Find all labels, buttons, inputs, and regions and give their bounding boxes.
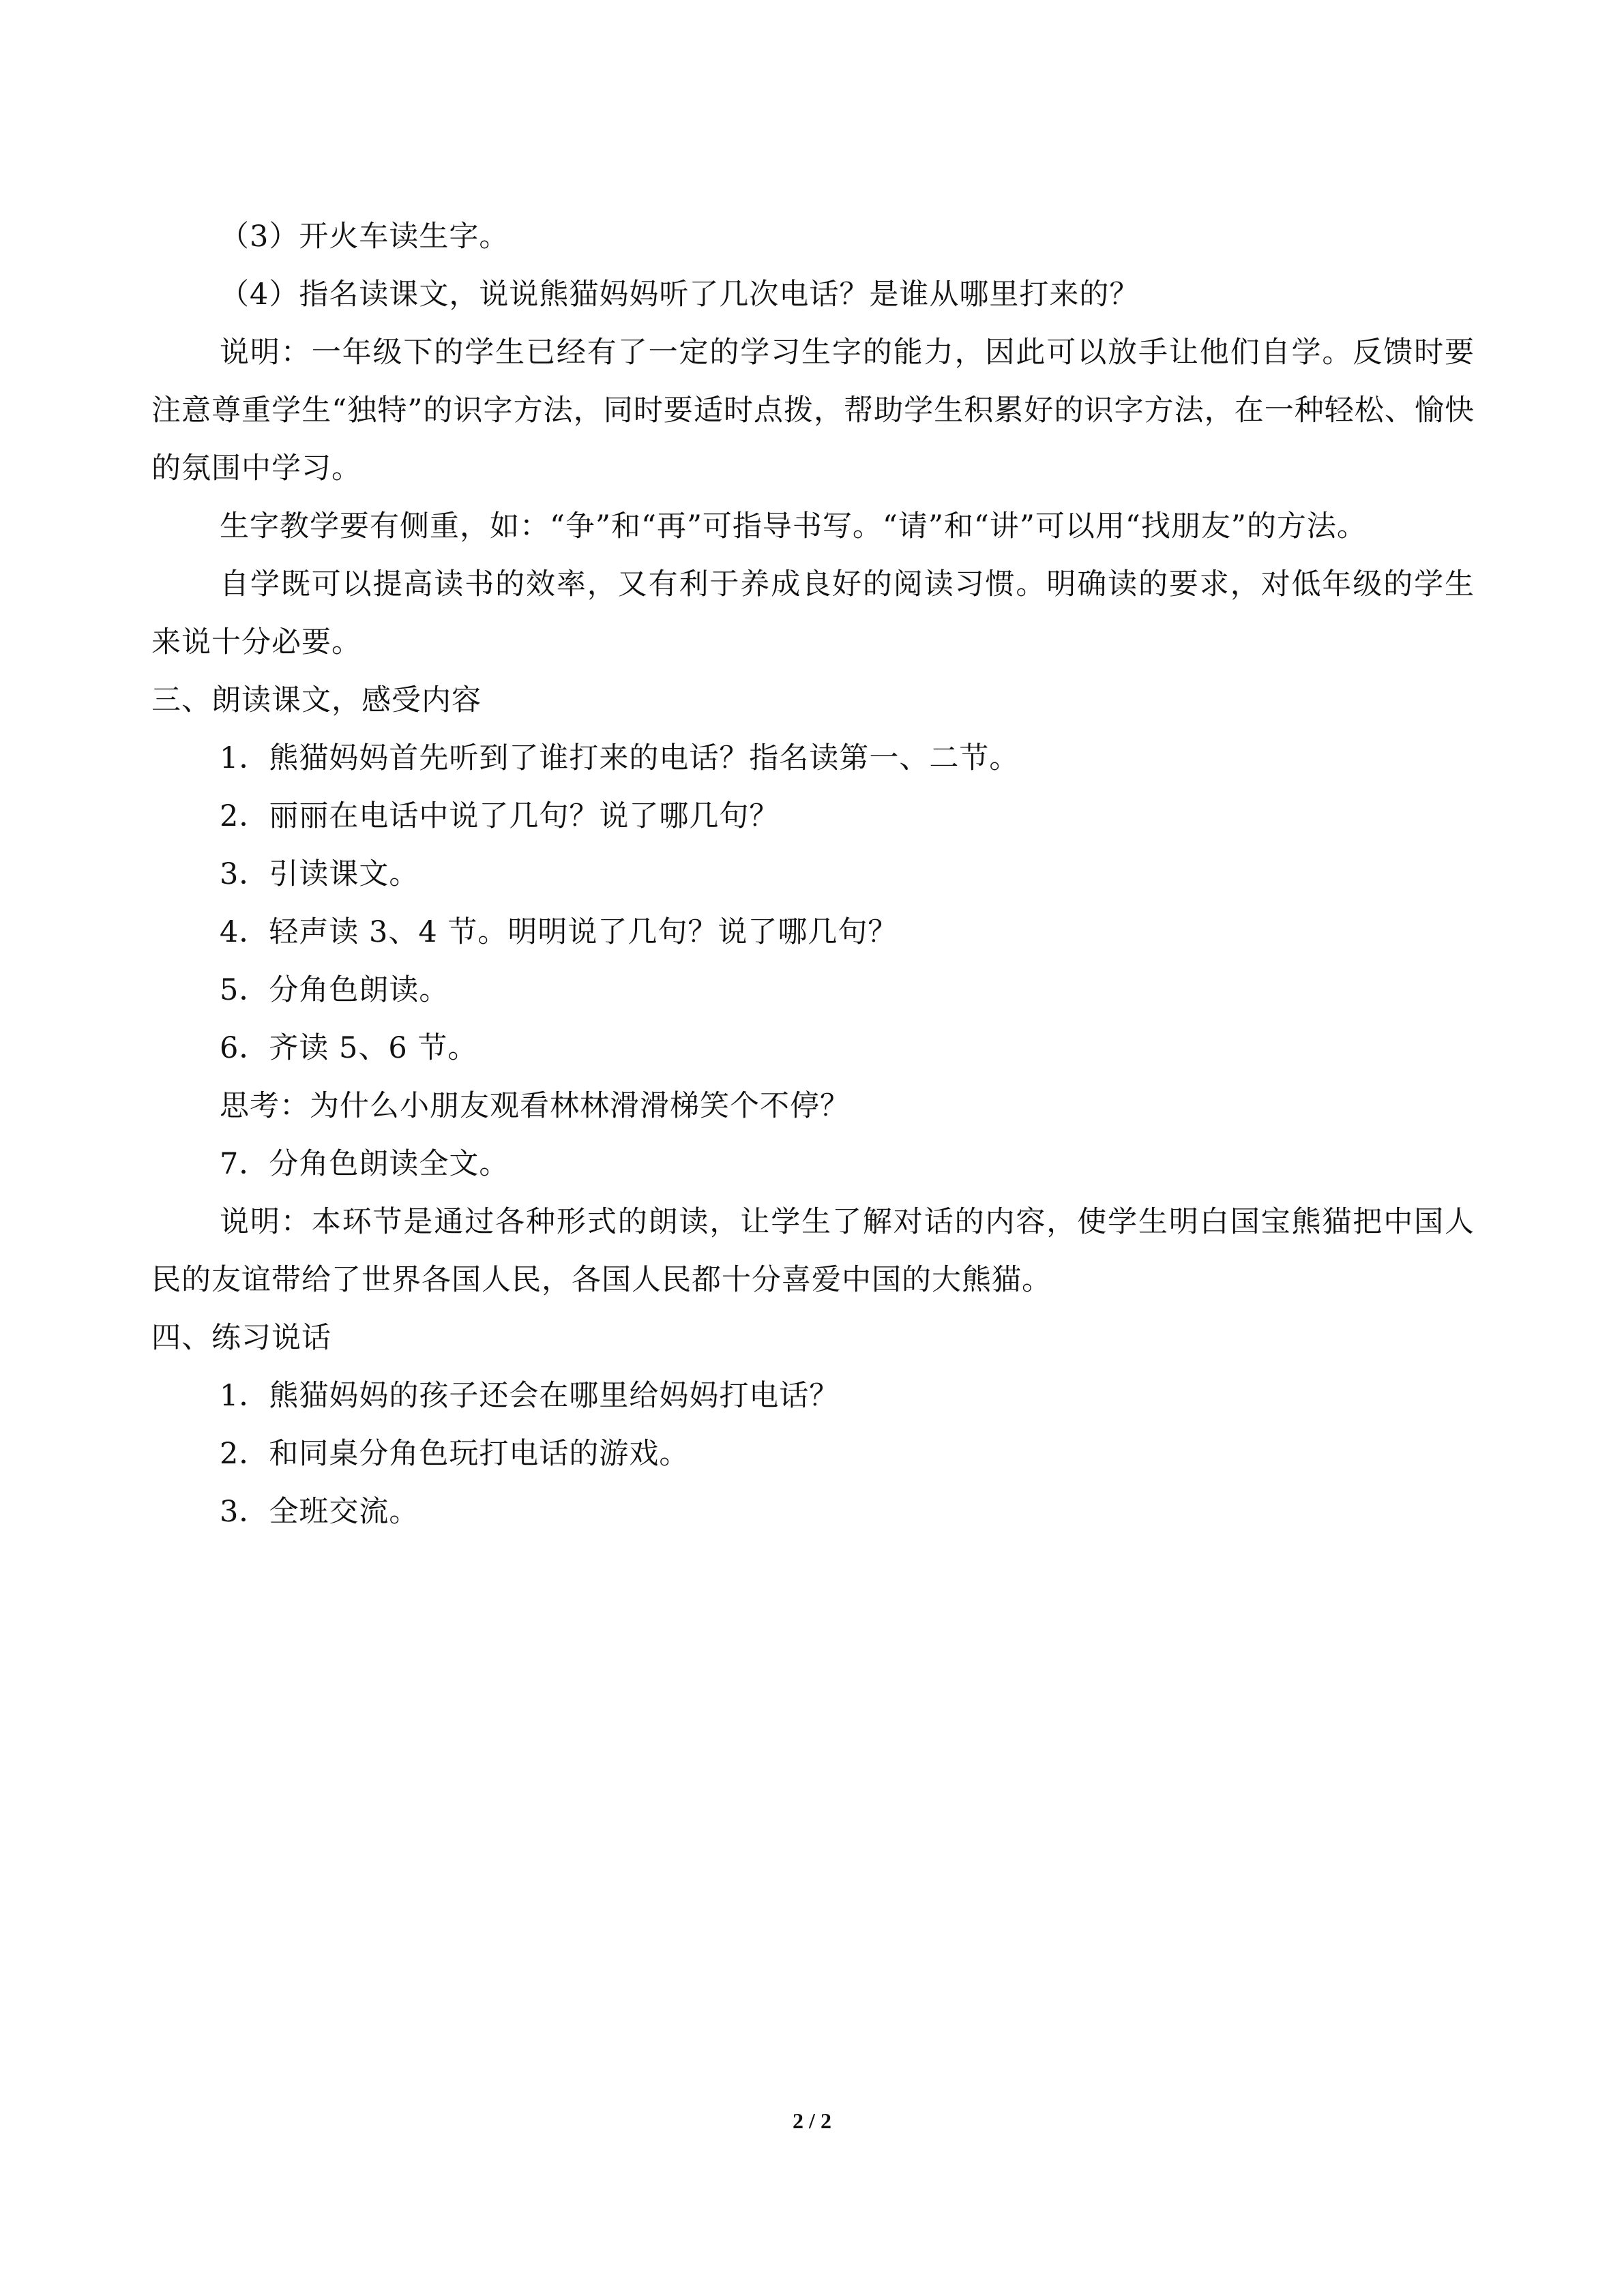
list-item: 3．全班交流。 bbox=[220, 1495, 419, 1529]
list-item: 1．熊猫妈妈的孩子还会在哪里给妈妈打电话？ bbox=[220, 1379, 840, 1413]
list-item: 2．丽丽在电话中说了几句？说了哪几句？ bbox=[220, 799, 780, 833]
list-item: 1．熊猫妈妈首先听到了谁打来的电话？指名读第一、二节。 bbox=[220, 741, 1020, 775]
page-number: 2 / 2 bbox=[793, 2108, 831, 2133]
list-item: （4）指名读课文，说说熊猫妈妈听了几次电话？是谁从哪里打来的？ bbox=[220, 278, 1140, 312]
section-heading: 四、练习说话 bbox=[151, 1321, 331, 1355]
list-item: 3．引读课文。 bbox=[220, 857, 419, 891]
list-item: 6．齐读 5、6 节。 bbox=[220, 1031, 478, 1065]
list-item: （3）开火车读生字。 bbox=[220, 220, 510, 254]
list-item: 4．轻声读 3、4 节。明明说了几句？说了哪几句？ bbox=[220, 915, 898, 949]
paragraph: 说明：一年级下的学生已经有了一定的学习生字的能力，因此可以放手让他们自学。反馈时要注意尊重学生“独特”的识字方法，同时要适时点拨，帮助学生积累好的识字方法，在一种轻松、愉快的氛围中学习。 bbox=[151, 336, 1475, 486]
paragraph: 自学既可以提高读书的效率，又有利于养成良好的阅读习惯。明确读的要求，对低年级的学生来说十分必要。 bbox=[151, 567, 1475, 659]
list-item: 2．和同桌分角色玩打电话的游戏。 bbox=[220, 1437, 690, 1471]
list-item: 7．分角色朗读全文。 bbox=[220, 1147, 510, 1181]
document-body bbox=[151, 208, 1475, 1541]
paragraph: 说明：本环节是通过各种形式的朗读，让学生了解对话的内容，使学生明白国宝熊猫把中国人民的友谊带给了世界各国人民，各国人民都十分喜爱中国的大熊猫。 bbox=[151, 1205, 1475, 1297]
section-heading: 三、朗读课文，感受内容 bbox=[151, 683, 482, 717]
list-item: 5．分角色朗读。 bbox=[220, 973, 449, 1007]
list-item: 思考：为什么小朋友观看林林滑滑梯笑个不停？ bbox=[220, 1089, 850, 1123]
paragraph: 生字教学要有侧重，如：“争”和“再”可指导书写。“请”和“讲”可以用“找朋友”的方法。 bbox=[220, 509, 1367, 543]
